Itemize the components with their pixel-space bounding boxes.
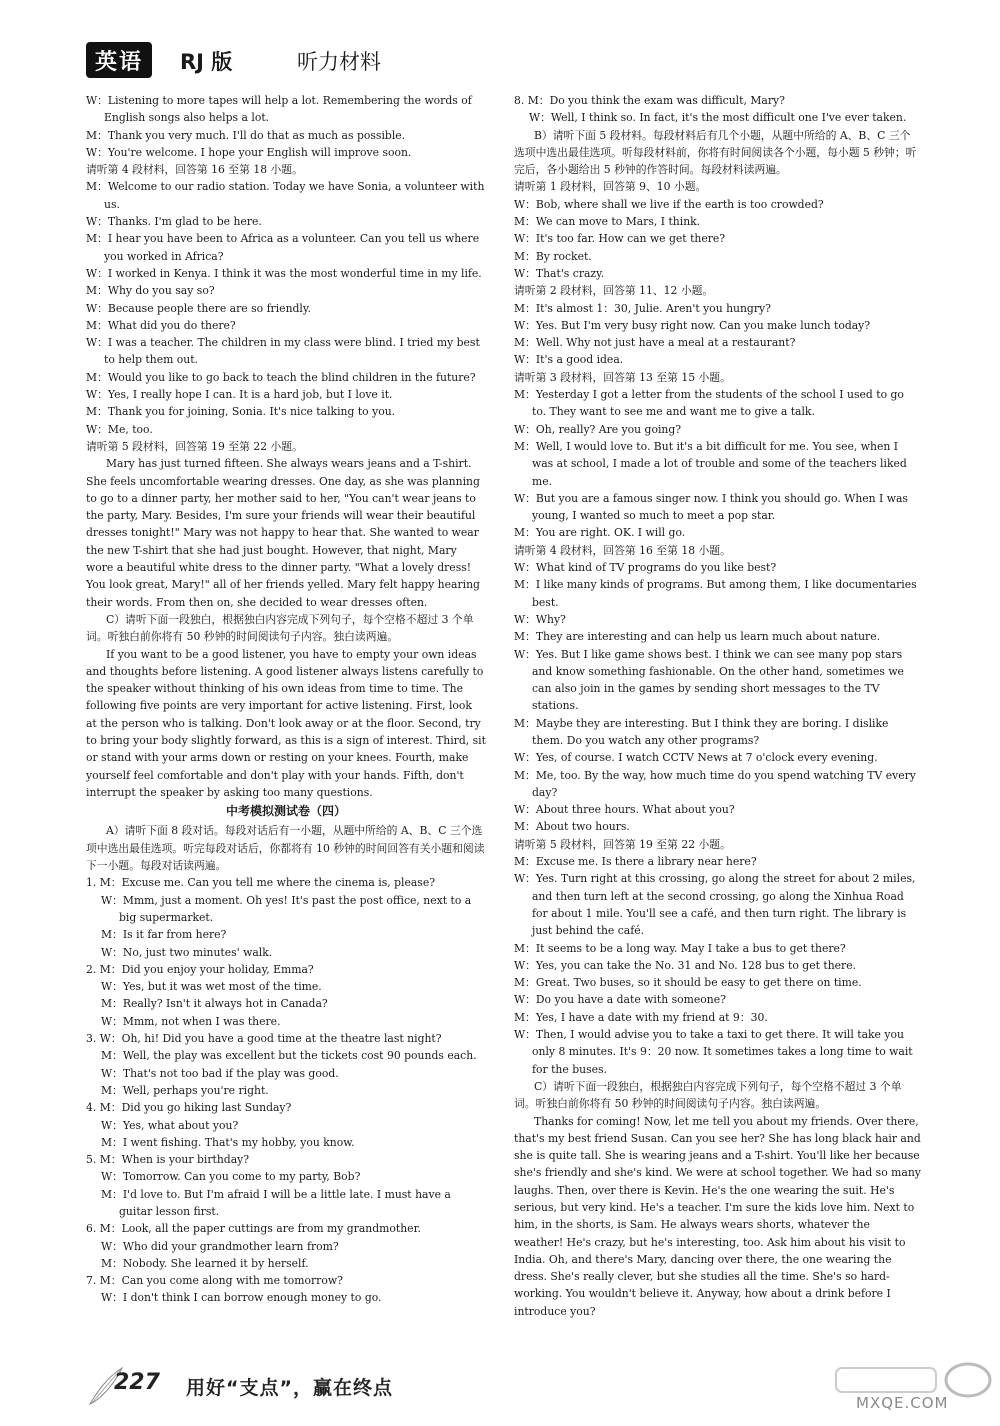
text-line: M：Maybe they are interesting. But I think they are boring. I dislike them. Do you watch any other programs?: [514, 716, 889, 747]
text-line: 5. M：When is your birthday?: [86, 1153, 250, 1167]
text-line: 请听第 2 段材料，回答第 11、12 小题。: [514, 284, 714, 298]
text-line: W：Listening to more tapes will help a lot. Remembering the words of English songs also helps a lot.: [86, 94, 472, 125]
text-line: M：Excuse me. Is there a library near here?: [514, 855, 757, 869]
text-line: 请听第 4 段材料，回答第 16 至第 18 小题。: [86, 163, 303, 177]
text-line: 2. M：Did you enjoy your holiday, Emma?: [86, 962, 314, 976]
section-title: 听力材料: [297, 50, 381, 74]
text-line: M：Thank you for joining, Sonia. It's nice talking to you.: [86, 405, 396, 419]
text-line: M：Well, perhaps you're right.: [101, 1083, 269, 1097]
page-header: [0, 0, 1000, 90]
text-line: 8. M：Do you think the exam was difficult, Mary?: [514, 94, 785, 107]
text-line: M：Thank you very much. I'll do that as much as possible.: [86, 128, 406, 142]
text-line: W：I don't think I can borrow enough money to go.: [101, 1291, 382, 1305]
text-line: 6. M：Look, all the paper cuttings are from my grandmother.: [86, 1222, 421, 1236]
text-paragraph: B）请听下面 5 段材料。每段材料后有几个小题，从题中所给的 A、B、C 三个选项中选出最佳选项。听每段材料前，你将有时间阅读各个小题，每小题 5 秒钟；听完后，各小题给出 5 秒钟的作答时间。每段材料读两遍。: [514, 128, 917, 177]
left-column: [86, 92, 486, 1307]
text-line: W：Yes. But I like game shows best. I think we can see many pop stars and know something fashionable. On the other hand, sometimes we can also join in the games by sending short messages to the TV stations.: [514, 647, 904, 713]
text-line: W：You're welcome. I hope your English will improve soon.: [86, 145, 412, 159]
text-line: M：Well, the play was excellent but the tickets cost 90 pounds each.: [101, 1049, 477, 1063]
footer-slogan: 用好“支点”，赢在终点: [186, 1377, 393, 1399]
text-line: W：But you are a famous singer now. I think you should go. When I was young, I wanted so much to meet a pop star.: [514, 491, 908, 523]
text-paragraph: A）请听下面 8 段对话。每段对话后有一小题，从题中所给的 A、B、C 三个选项中选出最佳选项。听完每段对话后，你都将有 10 秒钟的时间回答有关小题和阅读下一小题。每段对话读两遍。: [86, 824, 485, 873]
text-line: W：Well, I think so. In fact, it's the most difficult one I've ever taken.: [529, 111, 907, 125]
text-line: W：Mmm, just a moment. Oh yes! It's past the post office, next to a big supermarket.: [101, 893, 472, 924]
text-line: W：Yes, I really hope I can. It is a hard job, but I love it.: [86, 388, 393, 402]
text-line: 3. W：Oh, hi! Did you have a good time at the theatre last night?: [86, 1032, 442, 1046]
right-column: [514, 92, 921, 1320]
text-line: M：I like many kinds of programs. But among them, I like documentaries best.: [514, 578, 917, 609]
text-line: M：Welcome to our radio station. Today we have Sonia, a volunteer with us.: [86, 180, 485, 211]
text-line: W：Bob, where shall we live if the earth is too crowded?: [514, 197, 824, 211]
text-line: W：Because people there are so friendly.: [86, 301, 311, 315]
text-line: M：Really? Isn't it always hot in Canada?: [101, 997, 328, 1011]
text-paragraph: Mary has just turned fifteen. She always wears jeans and a T-shirt. She feels uncomfortable wearing dresses. One day, as she was planning to go to a dinner party, her mother said to her, "You can't wear jeans to the party, Mary. Besides, I'm sure your friends will wear their beautiful dresses tonight!" Mary was not happy to hear that. She wanted to wear the new T-shirt that she had just bought. However, that night, Mary wore a beautiful white dress to the dinner party. "What a lovely dress! You look great, Mary!" all of her friends yelled. Mary felt happy hearing their words. From then on, she decided to wear dresses often.: [86, 457, 480, 609]
text-line: W：Do you have a date with someone?: [514, 993, 726, 1007]
text-line: M：What did you do there?: [86, 318, 236, 332]
text-line: M：Is it far from here?: [101, 928, 227, 942]
text-line: W：Yes. But I'm very busy right now. Can you make lunch today?: [514, 318, 871, 332]
text-line: M：Great. Two buses, so it should be easy to get there on time.: [514, 976, 862, 990]
text-line: 请听第 3 段材料，回答第 13 至第 15 小题。: [514, 370, 731, 384]
text-line: M：I hear you have been to Africa as a volunteer. Can you tell us where you worked in Africa?: [86, 232, 480, 263]
text-line: W：Yes. Turn right at this crossing, go along the street for about 2 miles, and then turn left at the second crossing, go along the Xinhua Road for about 1 mile. You'll see a café, and then turn right. The library is just behind the café.: [514, 872, 916, 938]
watermark-text: MXQE.COM: [856, 1394, 949, 1412]
text-line: M：I went fishing. That's my hobby, you know.: [101, 1135, 355, 1149]
text-line: M：Why do you say so?: [86, 284, 215, 298]
text-line: M：It seems to be a long way. May I take a bus to get there?: [514, 941, 846, 955]
text-line: M：We can move to Mars, I think.: [514, 215, 701, 229]
text-line: 请听第 5 段材料，回答第 19 至第 22 小题。: [86, 439, 303, 453]
watermark: [826, 1360, 996, 1420]
text-line: M：Well. Why not just have a meal at a restaurant?: [514, 336, 796, 350]
edition-label: RJ 版: [180, 50, 233, 74]
text-line: 7. M：Can you come along with me tomorrow?: [86, 1274, 343, 1288]
text-line: M：You are right. OK. I will go.: [514, 526, 686, 540]
text-line: 请听第 5 段材料，回答第 19 至第 22 小题。: [514, 837, 731, 851]
text-line: M：Yes, I have a date with my friend at 9：30.: [514, 1010, 768, 1024]
text-line: W：That's crazy.: [514, 266, 605, 280]
text-line: M：About two hours.: [514, 820, 630, 834]
text-line: W：No, just two minutes' walk.: [101, 945, 273, 959]
text-line: W：Who did your grandmother learn from?: [101, 1239, 339, 1253]
text-line: W：It's a good idea.: [514, 353, 624, 367]
subject-badge: 英语: [86, 42, 152, 78]
text-paragraph: C）请听下面一段独白，根据独白内容完成下列句子，每个空格不超过 3 个单词。听独白前你将有 50 秒钟的时间阅读句子内容。独白读两遍。: [514, 1079, 902, 1111]
text-line: W：Yes, what about you?: [101, 1118, 239, 1132]
text-line: M：They are interesting and can help us learn much about nature.: [514, 630, 881, 644]
text-line: 4. M：Did you go hiking last Sunday?: [86, 1101, 292, 1115]
text-line: W：That's not too bad if the play was good.: [101, 1066, 339, 1080]
text-line: W：Yes, of course. I watch CCTV News at 7 o'clock every evening.: [514, 751, 878, 765]
text-line: W：Yes, you can take the No. 31 and No. 128 bus to get there.: [514, 958, 857, 972]
text-line: 请听第 4 段材料，回答第 16 至第 18 小题。: [514, 543, 731, 557]
text-line: M：Well, I would love to. But it's a bit difficult for me. You see, when I was at school, I made a lot of trouble and some of the teachers liked me.: [514, 439, 907, 488]
text-paragraph: Thanks for coming! Now, let me tell you about my friends. Over there, that's my best friend Susan. Can you see her? She has long black hair and she is quite tall. She is wearing jeans and a T-shirt. You'll like her because she's friendly and she's kind. We were at school together. We had so many laughs. Then, over there is Kevin. He's the one wearing the suit. He's serious, but very kind. He's a teacher. I'm sure the kids love him. Next to him, in the shorts, is Sam. He always wears shorts, whatever the weather! He's crazy, but he's interesting, too. Ask him about his visit to India. Oh, and there's Mary, dancing over there, the one wearing the dress. She's really clever, but she studies all the time. She's so hard-working. You wouldn't believe it. Anyway, how about a drink before I introduce you?: [514, 1114, 921, 1318]
text-line: W：Then, I would advise you to take a taxi to get there. It will take you only 8 minutes. It's 9：20 now. It sometimes takes a long time to wait for the buses.: [514, 1028, 913, 1076]
text-line: W：About three hours. What about you?: [514, 803, 735, 817]
page-footer: [86, 1370, 946, 1420]
text-line: W：Why?: [514, 612, 566, 626]
page-number: 227: [114, 1370, 160, 1395]
test-title: 中考模拟测试卷（四）: [225, 804, 346, 819]
text-line: W：Yes, but it was wet most of the time.: [101, 980, 322, 994]
text-line: 请听第 1 段材料，回答第 9、10 小题。: [514, 180, 707, 194]
text-line: W：I was a teacher. The children in my class were blind. I tried my best to help them out.: [86, 336, 480, 367]
text-line: W：Thanks. I'm glad to be here.: [86, 215, 262, 229]
text-line: W：I worked in Kenya. I think it was the most wonderful time in my life.: [86, 266, 482, 280]
text-line: M：Me, too. By the way, how much time do you spend watching TV every day?: [514, 768, 916, 799]
text-line: W：It's too far. How can we get there?: [514, 232, 726, 246]
text-line: M：I'd love to. But I'm afraid I will be a little late. I must have a guitar lesson first.: [101, 1187, 451, 1218]
text-line: W：Me, too.: [86, 422, 153, 436]
text-paragraph: C）请听下面一段独白，根据独白内容完成下列句子，每个空格不超过 3 个单词。听独白前你将有 50 秒钟的时间阅读句子内容。独白读两遍。: [86, 612, 474, 644]
text-line: M：Yesterday I got a letter from the students of the school I used to go to. They want to see me and want me to give a talk.: [514, 388, 904, 419]
text-line: M：By rocket.: [514, 249, 592, 263]
text-line: M：Nobody. She learned it by herself.: [101, 1256, 309, 1270]
text-line: W：Tomorrow. Can you come to my party, Bob?: [101, 1170, 361, 1184]
text-line: W：Oh, really? Are you going?: [514, 422, 682, 436]
text-line: 1. M：Excuse me. Can you tell me where the cinema is, please?: [86, 876, 436, 890]
text-line: M：It's almost 1：30, Julie. Aren't you hungry?: [514, 301, 771, 315]
text-line: M：Would you like to go back to teach the blind children in the future?: [86, 370, 476, 384]
text-line: W：What kind of TV programs do you like best?: [514, 561, 777, 575]
text-line: W：Mmm, not when I was there.: [101, 1014, 281, 1028]
text-paragraph: If you want to be a good listener, you have to empty your own ideas and thoughts before listening. A good listener always listens carefully to the speaker without thinking of his own ideas from time to time. The following five points are very important for active listening. First, look at the person who is talking. Don't look away or at the floor. Second, try to bring your body slightly forward, as this is a sign of interest. Third, sit or stand with your arms down or resting on your knees. Fourth, make yourself feel comfortable and don't play with your hands. Fifth, don't interrupt the speaker by asking too many questions.: [86, 647, 486, 799]
